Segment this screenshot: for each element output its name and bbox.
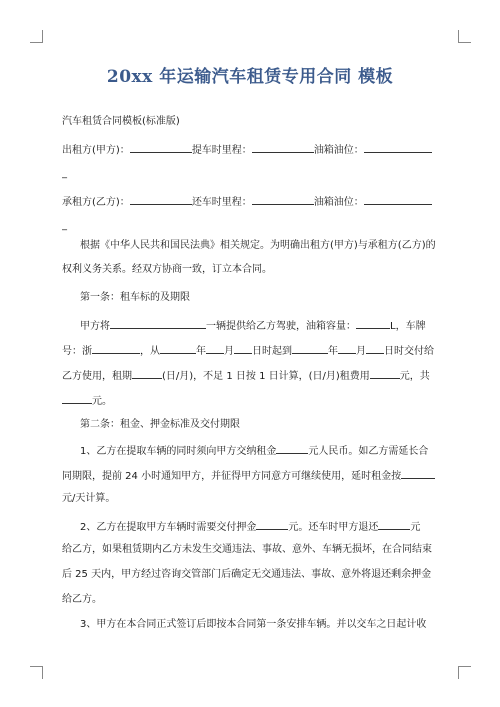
vehicle-model-blank[interactable] xyxy=(110,317,206,329)
pickup-fuel-blank[interactable] xyxy=(364,141,432,153)
crop-mark-top-left xyxy=(30,30,43,43)
intro-line-2: 权利义务关系。经双方协商一致，订立本合同。 xyxy=(62,264,272,275)
article-2-p3-line-1: 3、甲方在本合同正式签订后即按本合同第一条安排车辆。并以交车之日起计收 xyxy=(80,619,427,630)
return-mileage-blank[interactable] xyxy=(252,193,314,205)
party-a-label: 出租方(甲方)： xyxy=(62,145,130,156)
text-segment: 元，共 xyxy=(399,371,430,382)
article-2-p1-line-1 xyxy=(80,442,442,459)
dash-line-1: _ xyxy=(62,168,67,179)
tank-capacity-blank[interactable] xyxy=(356,317,390,329)
start-month-blank[interactable] xyxy=(206,342,224,354)
text-segment: 月 xyxy=(224,346,234,357)
article-1-line-2 xyxy=(62,342,442,359)
article-2-p2-line-1 xyxy=(80,518,442,535)
total-rent-blank[interactable] xyxy=(62,392,92,404)
text-segment: L，车牌 xyxy=(390,321,426,332)
end-year-blank[interactable] xyxy=(292,342,328,354)
party-a-name-blank[interactable] xyxy=(130,141,192,153)
text-segment: 同期限，提前 24 小时通知甲方，并征得甲方同意方可继续使用，延时租金按 xyxy=(62,471,402,482)
text-segment: 1、乙方在提取车辆的同时须向甲方交纳租金 xyxy=(80,446,277,457)
party-b-label: 承租方(乙方)： xyxy=(62,197,130,208)
start-year-blank[interactable] xyxy=(160,342,196,354)
party-b-fuel-label: 油箱油位： xyxy=(313,197,364,208)
article-2-p2-line-4: 给乙方。 xyxy=(62,594,102,605)
party-a-line xyxy=(62,141,442,158)
article-1-line-3 xyxy=(62,367,442,384)
return-fuel-blank[interactable] xyxy=(364,193,432,205)
party-b-line xyxy=(62,193,442,210)
party-b-name-blank[interactable] xyxy=(130,193,192,205)
rent-rate-blank[interactable] xyxy=(370,367,400,379)
rent-amount-blank[interactable] xyxy=(276,442,308,454)
article-2-p1-line-3: 元/天计算。 xyxy=(62,493,116,504)
text-segment: 2、乙方在提取甲方车辆时需要交付押金 xyxy=(80,522,257,533)
document-title: 20xx 年运输汽车租赁专用合同 模板 xyxy=(106,67,394,87)
text-segment: 乙方使用，租期 xyxy=(62,371,132,382)
start-day-blank[interactable] xyxy=(234,342,252,354)
article-1-line-1 xyxy=(80,317,442,334)
article-2-p2-line-2: 给乙方，如果租赁期内乙方未发生交通违法、事故、意外、车辆无损坏，在合同结束 xyxy=(62,544,432,555)
text-segment: 年 xyxy=(328,346,338,357)
article-2-heading: 第二条：租金、押金标准及交付期限 xyxy=(80,419,240,430)
subtitle: 汽车租赁合同模板(标准版) xyxy=(62,116,180,127)
text-segment: 一辆提供给乙方驾驶，油箱容量： xyxy=(206,321,356,332)
article-2-p1-line-2 xyxy=(62,467,442,484)
crop-mark-top-right xyxy=(458,30,471,43)
deposit-amount-blank[interactable] xyxy=(256,518,288,530)
party-a-fuel-label: 油箱油位： xyxy=(313,145,364,156)
text-segment: 月 xyxy=(356,346,366,357)
article-1-heading: 第一条：租车标的及期限 xyxy=(80,292,190,303)
end-month-blank[interactable] xyxy=(338,342,356,354)
text-segment: 甲方将 xyxy=(80,321,110,332)
text-segment: 元 xyxy=(410,522,421,533)
article-2-p2-line-3: 后 25 天内，甲方经过咨询交管部门后确定无交通违法、事故、意外将退还剩余押金 xyxy=(62,569,432,580)
overtime-rent-blank[interactable] xyxy=(401,467,435,479)
text-segment: 元人民币。如乙方需延长合 xyxy=(308,446,429,457)
intro-line-1: 根据《中华人民共和国民法典》相关规定。为明确出租方(甲方)与承租方(乙方)的 xyxy=(80,240,436,251)
crop-mark-bottom-right xyxy=(458,666,471,679)
text-segment: (日/月)，不足 1 日按 1 日计算，(日/月)租费用 xyxy=(162,371,370,382)
text-segment: 日时交付给 xyxy=(384,346,434,357)
crop-mark-bottom-left xyxy=(30,666,43,679)
party-a-mileage-label: 提车时里程： xyxy=(191,145,252,156)
text-segment: 元。还车时甲方退还 xyxy=(288,522,379,533)
text-segment: 号：浙 xyxy=(62,346,92,357)
dash-line-2: _ xyxy=(62,220,67,231)
plate-number-blank[interactable] xyxy=(92,342,140,354)
lease-term-blank[interactable] xyxy=(132,367,162,379)
end-day-blank[interactable] xyxy=(366,342,384,354)
text-segment: 元。 xyxy=(92,396,112,407)
deposit-refund-blank[interactable] xyxy=(378,518,410,530)
party-b-mileage-label: 还车时里程： xyxy=(191,197,252,208)
text-segment: 年 xyxy=(196,346,206,357)
article-1-line-4 xyxy=(62,392,442,409)
pickup-mileage-blank[interactable] xyxy=(252,141,314,153)
text-segment: 日时起到 xyxy=(252,346,292,357)
text-segment: ，从 xyxy=(140,346,160,357)
